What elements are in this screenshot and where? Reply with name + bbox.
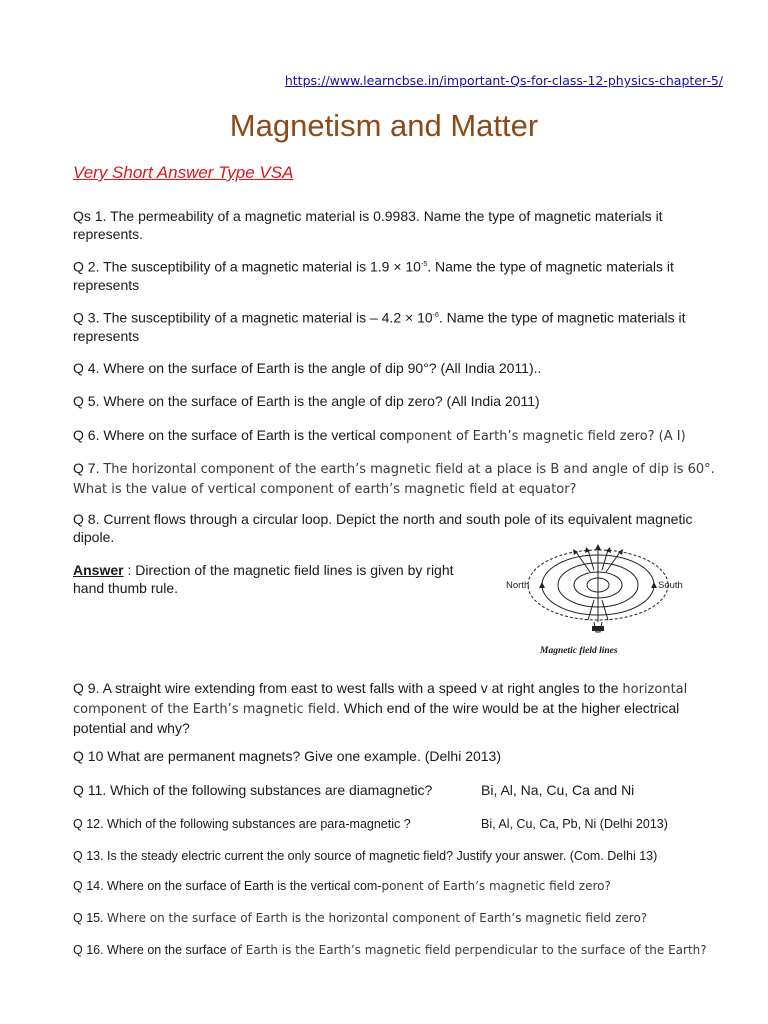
section-heading: Very Short Answer Type VSA (73, 163, 294, 182)
page-title: Magnetism and Matter (229, 108, 539, 143)
south-label: South (658, 580, 683, 591)
source-url-link[interactable]: https://www.learncbse.in/important-Qs-for-class-12-physics-chapter-5/ (284, 73, 723, 88)
question-16: Q 16. Where on the surface of Earth is the Earth’s magnetic field perpendicular to the surface of the Earth? (73, 943, 707, 957)
north-label: North (506, 580, 530, 591)
question-11: Q 11. Which of the following substances are diamagnetic? Bi, Al, Na, Cu, Ca and Ni (73, 782, 635, 798)
question-4: Q 4. Where on the surface of Earth is the angle of dip 90°? (All India 2011).. (73, 360, 542, 376)
question-15: Q 15. Where on the surface of Earth is the horizontal component of Earth’s magnetic field zero? (73, 911, 648, 925)
question-3: Q 3. The susceptibility of a magnetic material is – $4.2 \times 10^{-6}$. Name the type of magnetic materials it represents (73, 309, 686, 344)
question-11-options: Bi, Al, Na, Cu, Ca and Ni (481, 782, 635, 798)
question-14: Q 14. Where on the surface of Earth is the vertical com-ponent of Earth’s magnetic field zero? (73, 879, 611, 893)
question-9: Q 9. A straight wire extending from east to west falls with a speed v at right angles to the horizontal component of the Earth’s magnetic field. Which end of the wire would be at the higher electrical potential and why? (73, 680, 688, 736)
question-1: Qs 1. The permeability of a magnetic material is 0.9983. Name the type of magnetic materials it represents. (73, 208, 663, 242)
answer-label: Answer (73, 562, 124, 578)
question-7: Q 7. The horizontal component of the earth’s magnetic field at a place is B and angle of dip is 60°. What is the value of vertical component of earth’s magnetic field at equator? (73, 460, 715, 497)
question-5: Q 5. Where on the surface of Earth is the angle of dip zero? (All India 2011) (73, 393, 540, 409)
question-13: Q 13. Is the steady electric current the only source of magnetic field? Justify your answer. (Com. Delhi 13) (73, 849, 658, 863)
figure-caption: Magnetic field lines (540, 646, 618, 656)
question-2: Q 2. The susceptibility of a magnetic material is $1.9 \times 10^{-5}$. Name the type of magnetic materials it represents (73, 258, 674, 293)
question-10: Q 10 What are permanent magnets? Give one example. (Delhi 2013) (73, 748, 502, 764)
question-12-options: Bi, Al, Cu, Ca, Pb, Ni (Delhi 2013) (481, 817, 668, 831)
question-6: Q 6. Where on the surface of Earth is the vertical component of Earth’s magnetic field zero? (A I) (73, 427, 686, 444)
answer-8: Answer : Direction of the magnetic field lines is given by right hand thumb rule. (73, 562, 454, 596)
magnetic-field-lines-figure (498, 540, 698, 665)
question-12: Q 12. Which of the following substances are para-magnetic ? Bi, Al, Cu, Ca, Pb, Ni (Delhi 2013) (73, 817, 668, 831)
question-8: Q 8. Current flows through a circular loop. Depict the north and south pole of its equivalent magnetic dipole. (73, 511, 693, 545)
